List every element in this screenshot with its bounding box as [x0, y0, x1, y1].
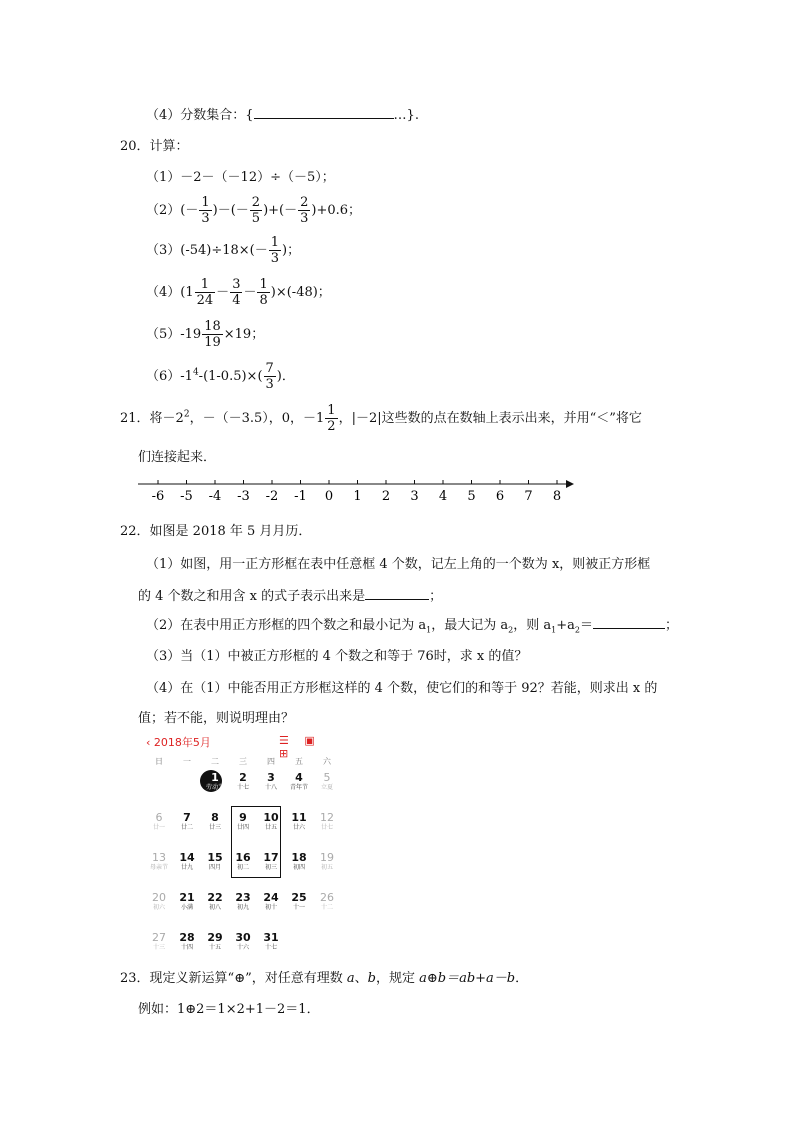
text: +a: [556, 618, 575, 633]
calendar-day[interactable]: [230, 772, 256, 792]
calendar-day[interactable]: [314, 812, 340, 832]
day-number: 21: [179, 891, 195, 904]
lunar-label: 十七: [236, 784, 249, 791]
day-number: 12: [320, 811, 334, 824]
day-number: 9: [239, 811, 247, 824]
day-number: 26: [320, 891, 334, 904]
q20-line2: [146, 196, 361, 225]
text: ，则 a: [513, 618, 552, 633]
var-a: a: [346, 971, 355, 986]
day-number: 16: [235, 851, 251, 864]
day-number: 22: [207, 891, 223, 904]
day-number: 2: [239, 771, 247, 784]
denominator: 3: [300, 211, 309, 226]
fraction: [230, 278, 242, 307]
q20-line3: [146, 236, 300, 265]
calendar-day[interactable]: [286, 812, 312, 832]
lunar-label: 四月: [208, 864, 221, 871]
text: ．: [515, 971, 529, 986]
day-number: 19: [320, 851, 334, 864]
calendar-day[interactable]: [286, 852, 312, 872]
fraction: [202, 320, 223, 349]
text: )×(-48)；: [270, 285, 331, 300]
calendar-day[interactable]: [146, 852, 172, 872]
calendar-day[interactable]: [146, 932, 172, 952]
text: )．: [276, 369, 295, 384]
weekday-label: 五: [295, 757, 303, 766]
calendar-day[interactable]: [146, 892, 172, 912]
numerator: 1: [327, 403, 336, 418]
day-number: 28: [179, 931, 195, 944]
var-b: b: [367, 971, 376, 986]
q22-part1b: [138, 585, 442, 604]
q22-part1a: （1）如图，用一正方形框在表中任意框 4 个数，记左上角的一个数为 x，则被正方形框: [146, 557, 651, 572]
denominator: 24: [196, 293, 214, 308]
q22-part2: [146, 614, 678, 635]
may-2018-calendar: [146, 734, 342, 954]
calendar-day[interactable]: [202, 932, 228, 952]
text: ，|－2|这些数的点在数轴上表示出来，并用“＜”将它: [338, 411, 642, 426]
numerator: 3: [232, 277, 241, 292]
denominator: 2: [327, 419, 336, 434]
answer-blank[interactable]: [254, 106, 394, 119]
lunar-label: 立夏: [320, 784, 333, 791]
text: 的 4 个数之和用含 x 的式子表示出来是: [138, 589, 366, 604]
subscript: 1: [551, 625, 557, 635]
denominator: 5: [251, 211, 261, 226]
calendar-day[interactable]: [286, 892, 312, 912]
denominator: 3: [270, 251, 280, 266]
q19-item4-label: （4）分数集合：{: [146, 108, 254, 123]
weekday-label: 日: [155, 757, 163, 766]
calendar-day[interactable]: [202, 892, 228, 912]
q22-part4b: 值；若不能，则说明理由？: [138, 711, 295, 726]
answer-blank[interactable]: [365, 587, 429, 600]
fraction: [298, 196, 310, 225]
day-number: 15: [207, 851, 223, 864]
text: 、: [354, 971, 368, 986]
calendar-day[interactable]: [230, 932, 256, 952]
tick-label: -3: [237, 489, 250, 504]
lunar-label: 廿四: [236, 824, 249, 831]
denominator: 3: [265, 377, 274, 392]
exponent: 2: [183, 409, 190, 420]
day-number: 1: [211, 771, 219, 784]
fraction: [257, 278, 269, 307]
day-number: 4: [295, 771, 303, 784]
day-number: 3: [267, 771, 275, 784]
day-number: 10: [263, 811, 279, 824]
numerator: 1: [195, 278, 216, 293]
q21-line2: 们连接起来．: [138, 450, 217, 465]
tick-label: 5: [467, 489, 476, 504]
lunar-label: 十二: [320, 904, 333, 911]
fraction: [325, 404, 337, 433]
numerator: 1: [201, 195, 210, 210]
denominator: 4: [232, 293, 241, 308]
day-number: 13: [152, 851, 166, 864]
calendar-day[interactable]: [202, 812, 228, 832]
text: （2）在表中用正方形框的四个数之和最小记为 a: [146, 618, 427, 633]
tick-label: -1: [294, 489, 307, 504]
denominator: 8: [259, 293, 268, 308]
lunar-label: 廿二: [180, 824, 193, 831]
text: －: [216, 285, 230, 300]
day-number: 8: [211, 811, 219, 824]
text: －: [243, 285, 257, 300]
q19-item4-end: …}.: [393, 108, 419, 123]
text: 23．现定义新运算“⊕”，对任意有理数: [120, 971, 347, 986]
lunar-label: 初四: [292, 864, 305, 871]
tick-label: -4: [208, 489, 222, 504]
lunar-label: 小满: [180, 904, 193, 911]
text: ，规定: [375, 971, 420, 986]
calendar-day[interactable]: [146, 812, 172, 832]
exponent: 4: [192, 367, 199, 378]
calendar-day[interactable]: [314, 772, 340, 792]
day-number: 17: [263, 851, 279, 864]
lunar-label: 初九: [236, 904, 249, 911]
calendar-day[interactable]: [230, 812, 256, 832]
lunar-label: 母亲节: [149, 864, 168, 871]
lunar-label: 十一: [292, 904, 305, 911]
q22-part3: （3）当（1）中被正方形框的 4 个数之和等于 76时，求 x 的值？: [146, 649, 528, 664]
calendar-day[interactable]: [258, 892, 284, 912]
q23-line2: 例如：1⊕2＝1×2+1－2＝1．: [138, 1002, 320, 1017]
numerator: 2: [251, 195, 261, 210]
fraction: [195, 278, 216, 307]
text: （5）-19: [146, 327, 202, 342]
fraction: [250, 196, 262, 225]
lunar-label: 十四: [180, 944, 193, 951]
tick-label: 0: [324, 489, 334, 504]
calendar-day[interactable]: [258, 772, 284, 792]
lunar-label: 初二: [236, 864, 249, 871]
text: )+0.6；: [311, 203, 362, 218]
calendar-day[interactable]: [286, 772, 312, 792]
tick-label: 8: [552, 489, 562, 504]
text: ＝: [579, 618, 593, 633]
day-number: 24: [263, 891, 279, 904]
calendar-title[interactable]: ‹ 2018年5月: [146, 736, 211, 749]
text: 21．将－2: [120, 411, 184, 426]
subscript: 1: [426, 625, 432, 635]
day-number: 11: [291, 811, 307, 824]
day-number: 27: [152, 931, 166, 944]
calendar-day[interactable]: [258, 932, 284, 952]
q20-line5: [146, 320, 264, 349]
number-line-arrow: [566, 480, 574, 488]
text: ，－（－3.5），0，－1: [189, 411, 325, 426]
lunar-label: 廿七: [320, 824, 333, 831]
calendar-day[interactable]: [258, 852, 284, 872]
calendar-day[interactable]: [202, 772, 228, 792]
numerator: 18: [204, 319, 221, 334]
q19-item4: [146, 104, 419, 123]
text: （3）(-54)÷18×(－: [146, 243, 268, 258]
calendar-view-icons[interactable]: ☰ ▣ ⊞: [279, 734, 321, 760]
answer-blank[interactable]: [593, 616, 665, 629]
calendar-day[interactable]: [174, 812, 200, 832]
lunar-label: 劳动节: [205, 784, 224, 791]
lunar-label: 十六: [236, 944, 249, 951]
tick-label: -5: [180, 489, 193, 504]
fraction: [264, 362, 276, 391]
numerator: 2: [300, 195, 309, 210]
numerator: 1: [270, 235, 280, 250]
calendar-day[interactable]: [230, 852, 256, 872]
q22-title: 22．如图是 2018 年 5 月月历．: [120, 524, 312, 539]
lunar-label: 十三: [152, 944, 165, 951]
day-number: 6: [155, 811, 163, 824]
operation-rule: a⊕b＝ab+a－b: [419, 971, 516, 986]
q20-line6: [146, 362, 295, 391]
lunar-label: 廿三: [208, 824, 221, 831]
day-number: 23: [235, 891, 251, 904]
fraction: [199, 196, 211, 225]
lunar-label: 初三: [264, 864, 277, 871]
lunar-label: 十七: [264, 944, 277, 951]
tick-label: 3: [410, 489, 419, 504]
day-number: 20: [152, 891, 166, 904]
q21-line1: [120, 404, 642, 433]
lunar-label: 初六: [152, 904, 165, 911]
calendar-day[interactable]: [174, 892, 200, 912]
tick-label: 6: [495, 489, 505, 504]
tick-label: 1: [353, 489, 362, 504]
q22-part4a: （4）在（1）中能否用正方形框这样的 4 个数，使它们的和等于 92？若能，则求出 x 的: [146, 681, 658, 696]
weekday-label: 四: [267, 757, 275, 766]
text: )－(－: [212, 203, 249, 218]
tick-label: 7: [524, 489, 533, 504]
day-number: 14: [179, 851, 195, 864]
tick-label: 4: [438, 489, 448, 504]
lunar-label: 初八: [208, 904, 221, 911]
tick-label: -6: [151, 489, 165, 504]
day-number: 25: [291, 891, 307, 904]
lunar-label: 廿九: [180, 864, 193, 871]
tick-label: -2: [265, 489, 279, 504]
calendar-day[interactable]: [202, 852, 228, 872]
text: ；: [429, 589, 443, 604]
number-line: [138, 478, 578, 506]
lunar-label: 十五: [208, 944, 221, 951]
text: ×19；: [223, 327, 265, 342]
denominator: 3: [201, 211, 210, 226]
day-number: 29: [207, 931, 223, 944]
q23-line1: [120, 967, 528, 986]
calendar-day[interactable]: [258, 812, 284, 832]
text: （2）(－: [146, 203, 199, 218]
denominator: 19: [204, 335, 221, 350]
weekday-label: 二: [211, 757, 219, 766]
weekday-label: 六: [323, 757, 331, 766]
q20-title: 20．计算：: [120, 139, 189, 154]
text: （4）(1: [146, 285, 194, 300]
subscript: 2: [508, 625, 514, 635]
lunar-label: 初五: [320, 864, 333, 871]
day-number: 7: [183, 811, 191, 824]
numerator: 7: [265, 361, 274, 376]
day-number: 31: [263, 931, 279, 944]
subscript: 2: [574, 625, 580, 635]
lunar-label: 廿一: [152, 824, 165, 831]
text: -(1-0.5)×(: [198, 369, 263, 384]
text: （6）-1: [146, 369, 193, 384]
lunar-label: 十八: [264, 784, 277, 791]
day-number: 30: [235, 931, 251, 944]
calendar-day[interactable]: [174, 932, 200, 952]
lunar-label: 青年节: [289, 784, 308, 791]
q20-line1: （1）－2－（－12）÷（－5）；: [146, 170, 335, 185]
text: )+(－: [263, 203, 298, 218]
weekday-label: 一: [183, 757, 191, 766]
q20-line4: [146, 278, 331, 307]
fraction: [269, 236, 281, 265]
lunar-label: 初十: [264, 904, 277, 911]
day-number: 5: [323, 771, 331, 784]
text: ；: [664, 618, 678, 633]
tick-label: 2: [381, 489, 391, 504]
lunar-label: 廿六: [292, 824, 305, 831]
numerator: 1: [259, 277, 268, 292]
calendar-day[interactable]: [314, 852, 340, 872]
text: ，最大记为 a: [431, 618, 509, 633]
calendar-day[interactable]: [230, 892, 256, 912]
calendar-day[interactable]: [314, 892, 340, 912]
day-number: 18: [291, 851, 307, 864]
text: )；: [282, 243, 301, 258]
calendar-day[interactable]: [174, 852, 200, 872]
weekday-label: 三: [239, 757, 247, 766]
lunar-label: 廿五: [264, 824, 277, 831]
